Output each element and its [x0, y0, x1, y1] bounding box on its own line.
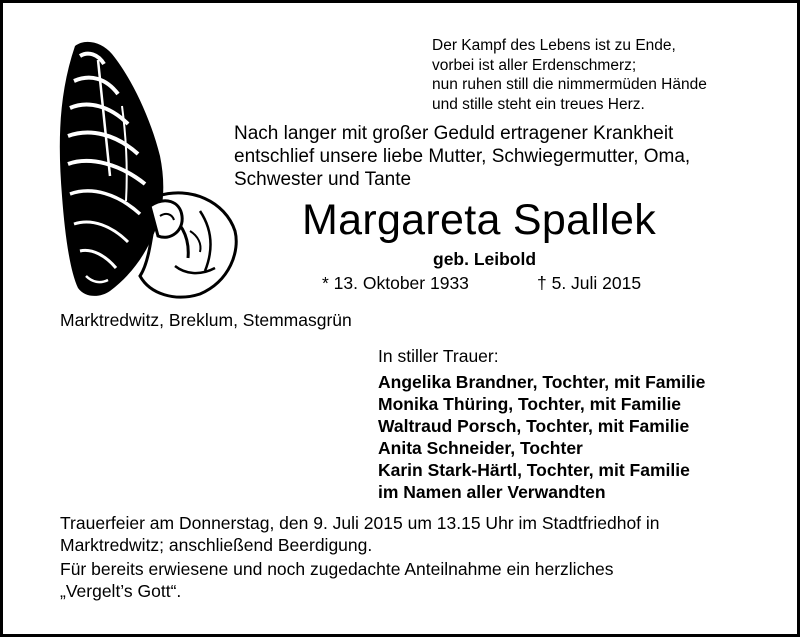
thanks-line: „Vergelt’s Gott“.: [60, 581, 182, 601]
places: Marktredwitz, Breklum, Stemmasgrün: [60, 310, 352, 330]
intro-line: Nach langer mit großer Geduld ertragener Krankheit: [234, 123, 674, 144]
mourner: Karin Stark-Härtl, Tochter, mit Familie: [378, 460, 690, 480]
funeral-line: Trauerfeier am Donnerstag, den 9. Juli 2015 um 13.15 Uhr im Stadtfriedhof in: [60, 513, 660, 533]
poem-line: und stille steht ein treues Herz.: [432, 95, 645, 113]
maiden-name: geb. Leibold: [433, 249, 537, 269]
intro-line: Schwester und Tante: [234, 169, 412, 190]
poem-block: [432, 36, 707, 114]
intro-text: [234, 122, 690, 191]
poem-line: Der Kampf des Lebens ist zu Ende,: [432, 37, 676, 54]
mourner: Waltraud Porsch, Tochter, mit Familie: [378, 416, 690, 436]
thanks-note: [60, 558, 614, 602]
intro-line: entschlief unsere liebe Mutter, Schwiegermutter, Oma,: [234, 146, 691, 167]
funeral-info: [60, 512, 660, 556]
mourners-heading: In stiller Trauer:: [378, 346, 499, 366]
mourner: Angelika Brandner, Tochter, mit Familie: [378, 372, 706, 392]
funeral-line: Marktredwitz; anschließend Beerdigung.: [60, 535, 373, 555]
mourner: Monika Thüring, Tochter, mit Familie: [378, 394, 682, 414]
mourner: im Namen aller Verwandten: [378, 482, 606, 502]
mourner: Anita Schneider, Tochter: [378, 438, 583, 458]
thanks-line: Für bereits erwiesene und noch zugedachte Anteilnahme ein herzliches: [60, 559, 614, 579]
mourners-list: [378, 371, 705, 503]
praying-hands-icon: [40, 36, 240, 302]
birth-date: * 13. Oktober 1933: [322, 273, 469, 293]
poem-line: nun ruhen still die nimmermüden Hände: [432, 76, 707, 93]
deceased-name: Margareta Spallek: [302, 196, 657, 244]
death-date: † 5. Juli 2015: [537, 273, 642, 293]
poem-line: vorbei ist aller Erdenschmerz;: [432, 56, 637, 74]
